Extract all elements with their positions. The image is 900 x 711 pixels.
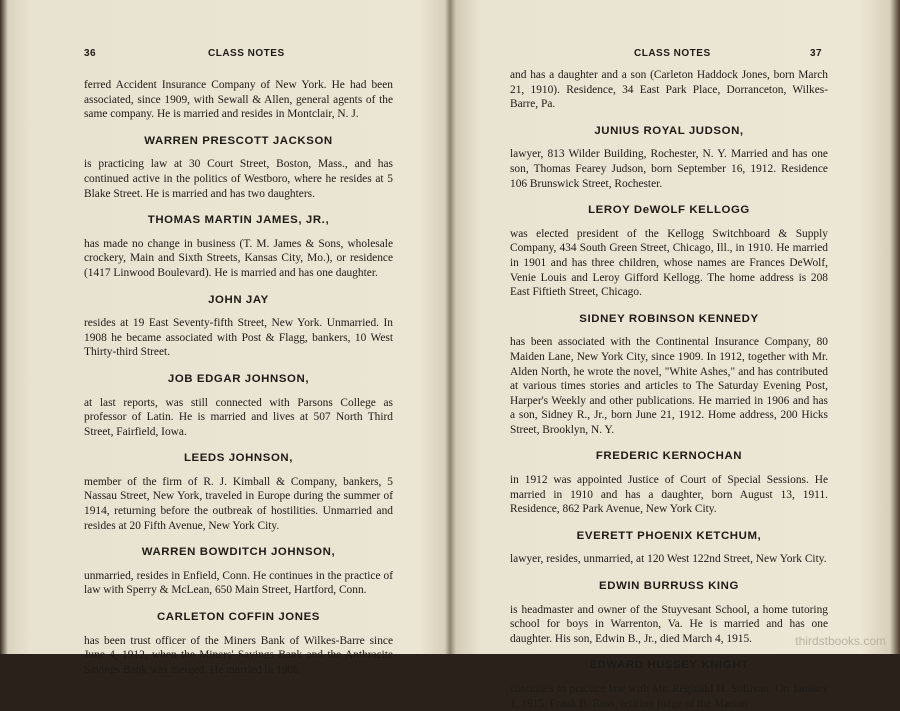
running-head: CLASS NOTES — [634, 48, 711, 59]
entry-name: JOHN JAY — [208, 293, 269, 306]
page-number: 37 — [810, 48, 823, 59]
entry-name: EDWIN BURRUSS KING — [599, 580, 739, 593]
entry-text: unmarried, resides in Enfield, Conn. He continues in the practice of law with Sperry & McLean, 650 Main Street, Hartford, Conn. — [84, 569, 393, 597]
entry-name: THOMAS MARTIN JAMES, JR., — [147, 214, 330, 227]
continued-paragraph: ferred Accident Insurance Company of New York. He had been associated, since 1909, with Sewall & Allen, general agents of the same company. He is married and resides in Montclair, N. J. — [84, 79, 393, 121]
entry-text: has been trust officer of the Miners Bank of Wilkes-Barre since June 4, 1912, when the Miners' Savings Bank and the Anthracite Savings Bank was merged. He married in 1906 — [84, 634, 393, 676]
entry-text: at last reports, was still connected with Parsons College as professor of Latin. He is married and lives at 507 North Third Street, Fairfield, Iowa. — [84, 396, 393, 438]
entry-name: JOB EDGAR JOHNSON, — [167, 372, 310, 385]
entry-text: lawyer, resides, unmarried, at 120 West 122nd Street, New York City. — [510, 553, 827, 566]
entry-text: continues to practice law with Mr. Reginald H. Sullivan. On January 1, 1915, Frank B. Ross, retiring judge of the Marion — [510, 683, 828, 710]
watermark: thirdstbooks.com — [795, 634, 886, 648]
entry-name: SIDNEY ROBINSON KENNEDY — [579, 312, 759, 325]
page-number: 36 — [84, 48, 97, 59]
entry-text: lawyer, 813 Wilder Building, Rochester, N. Y. Married and has one son, Thomas Fearey Judson, born September 16, 1912. Residence 106 Brunswick Street, Rochester. — [510, 148, 828, 190]
entry-text: is headmaster and owner of the Stuyvesant School, a home tutoring school for boys in Warrenton, Va. He is married and has one daughter. His son, Edwin B., Jr., died March 4, 1915. — [510, 603, 828, 645]
entry-text: was elected president of the Kellogg Switchboard & Supply Company, 434 South Green Street, Chicago, Ill., in 1910. He married in 1901 and has three children, whose names are Frances DeWolf, Venie Louis and Leroy Gifford Kellogg. The home address is 208 East Fiftieth Street, Chicago. — [510, 227, 828, 299]
entry-name: WARREN PRESCOTT JACKSON — [144, 134, 333, 147]
continued-paragraph: and has a daughter and a son (Carleton Haddock Jones, born March 21, 1910). Residence, 34 East Park Place, Dorranceton, Wilkes-Barre, Pa. — [510, 69, 828, 111]
left-page — [0, 0, 448, 676]
right-page-body — [510, 68, 828, 711]
entry-name: WARREN BOWDITCH JOHNSON, — [141, 546, 336, 559]
entry-name: FREDERIC KERNOCHAN — [595, 450, 743, 463]
entry-name: EDWARD HUSSEY KNIGHT — [589, 659, 749, 672]
entry-name: CARLETON COFFIN JONES — [156, 611, 320, 624]
entry-text: resides at 19 East Seventy-fifth Street, New York. Unmarried. In 1908 he became associated with Post & Flagg, bankers, 10 West Thirty-third Street. — [84, 317, 393, 359]
entry-text: member of the firm of R. J. Kimball & Company, bankers, 5 Nassau Street, New York, traveled in Europe during the summer of 1914, returning before the outbreak of hostilities. Unmarried and resides at 20 Fifth Avenue, New York City. — [84, 475, 393, 532]
entry-text: is practicing law at 30 Court Street, Boston, Mass., and has continued active in the politics of Westboro, where he resides at 5 Blake Street. He is married and has two daughters. — [84, 158, 393, 200]
left-page-body — [84, 78, 393, 677]
entry-name: LEROY DeWOLF KELLOGG — [588, 204, 750, 217]
entry-text: has made no change in business (T. M. James & Sons, wholesale crockery, Main and Sixth Streets, Kansas City, Mo.), or residence (1417 Linwood Boulevard). He is married and has one daughter. — [84, 237, 393, 279]
running-head: CLASS NOTES — [208, 48, 285, 59]
entry-name: JUNIUS ROYAL JUDSON, — [594, 124, 744, 137]
entry-text: in 1912 was appointed Justice of Court of Special Sessions. He married in 1910 and has a daughter, born August 13, 1911. Residence, 862 Park Avenue, New York City. — [510, 474, 828, 516]
entry-text: has been associated with the Continental Insurance Company, 80 Maiden Lane, New York City, since 1909. In 1912, together with Mr. Alden North, he wrote the novel, "White Ashes," and has contributed at various times stories and articles to The Saturday Evening Post, Harper's Weekly and other publications. He married in 1906 and has a son, Sidney R., Jr., born June 21, 1912. Home address, 200 Hicks Street, Brooklyn, N. Y. — [510, 336, 828, 436]
entry-name: LEEDS JOHNSON, — [183, 452, 294, 465]
entry-name: EVERETT PHOENIX KETCHUM, — [576, 529, 762, 542]
right-page — [452, 0, 900, 710]
